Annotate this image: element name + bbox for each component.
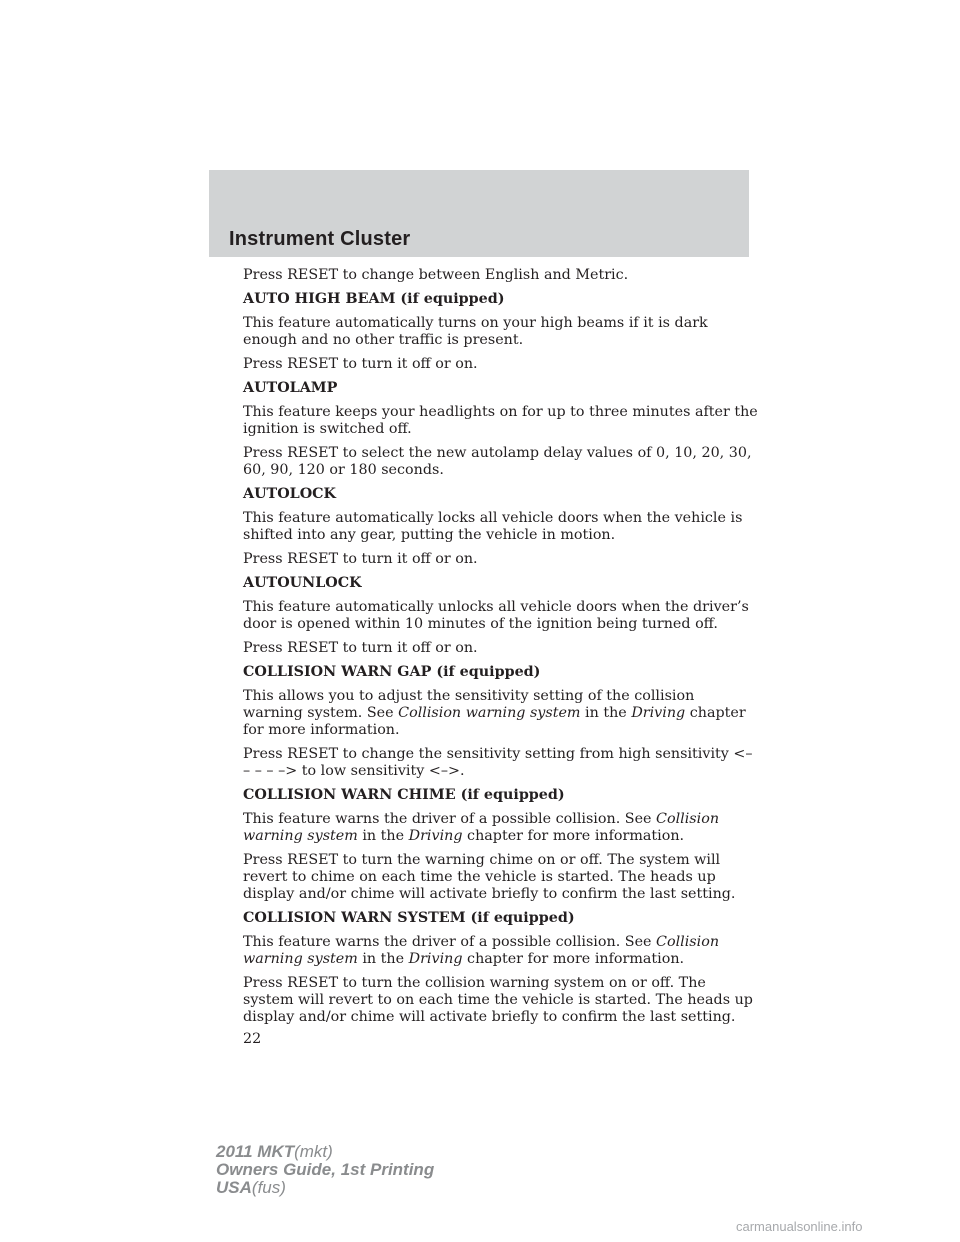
footer-line-region: USA(fus): [216, 1178, 286, 1197]
section-header-band: [209, 170, 749, 257]
page-number: 22: [243, 1031, 262, 1047]
paragraph: Press RESET to turn it off or on.: [243, 640, 478, 656]
paragraph: Press RESET to turn the warning chime on or off. The system will revert to chime on each time the vehicle is started. The heads up display and/or chime will activate briefly to confirm the last setting.: [243, 852, 736, 902]
heading-autolamp: AUTOLAMP: [243, 380, 338, 396]
footer-line-guide: Owners Guide, 1st Printing: [216, 1160, 435, 1179]
page-content: [243, 267, 758, 1048]
paragraph: This feature warns the driver of a possible collision. See Collision warning system in the Driving chapter for more information.: [243, 934, 720, 967]
section-title: Instrument Cluster: [229, 228, 411, 250]
paragraph: Press RESET to change the sensitivity setting from high sensitivity <– – – – –> to low sensitivity <–>.: [243, 746, 753, 779]
paragraph: This feature keeps your headlights on for up to three minutes after the ignition is switched off.: [243, 404, 758, 437]
paragraph: Press RESET to change between English and Metric.: [243, 267, 629, 283]
heading-autolock: AUTOLOCK: [243, 486, 336, 502]
print-footer: [216, 1143, 434, 1197]
heading-auto-high-beam: AUTO HIGH BEAM (if equipped): [243, 291, 505, 307]
watermark: carmanualsonline.info: [736, 1219, 863, 1234]
chapter-reference: Driving: [631, 705, 686, 721]
paragraph: This feature automatically unlocks all vehicle doors when the driver’s door is opened within 10 minutes of the ignition being turned off.: [243, 599, 749, 632]
chapter-reference: Driving: [408, 951, 463, 967]
heading-collision-warn-gap: COLLISION WARN GAP (if equipped): [243, 664, 541, 680]
heading-collision-warn-chime: COLLISION WARN CHIME (if equipped): [243, 787, 565, 803]
cross-reference: Collision warning system: [398, 705, 581, 721]
paragraph: This feature warns the driver of a possible collision. See Collision warning system in the Driving chapter for more information.: [243, 811, 720, 844]
footer-line-model: 2011 MKT(mkt): [216, 1142, 333, 1161]
paragraph: Press RESET to turn it off or on.: [243, 551, 478, 567]
paragraph: Press RESET to turn it off or on.: [243, 356, 478, 372]
paragraph: This allows you to adjust the sensitivity setting of the collision warning system. See Collision warning system in the Driving chapter for more information.: [243, 688, 746, 738]
cross-reference: Collision warning system: [243, 934, 720, 967]
heading-collision-warn-system: COLLISION WARN SYSTEM (if equipped): [243, 910, 575, 926]
cross-reference: Collision warning system: [243, 811, 720, 844]
heading-autounlock: AUTOUNLOCK: [243, 575, 362, 591]
paragraph: Press RESET to select the new autolamp delay values of 0, 10, 20, 30, 60, 90, 120 or 180 seconds.: [243, 445, 752, 478]
paragraph: This feature automatically turns on your high beams if it is dark enough and no other traffic is present.: [243, 315, 708, 348]
paragraph: Press RESET to turn the collision warning system on or off. The system will revert to on each time the vehicle is started. The heads up display and/or chime will activate briefly to confirm the last setting.: [243, 975, 753, 1025]
chapter-reference: Driving: [408, 828, 463, 844]
paragraph: This feature automatically locks all vehicle doors when the vehicle is shifted into any gear, putting the vehicle in motion.: [243, 510, 743, 543]
